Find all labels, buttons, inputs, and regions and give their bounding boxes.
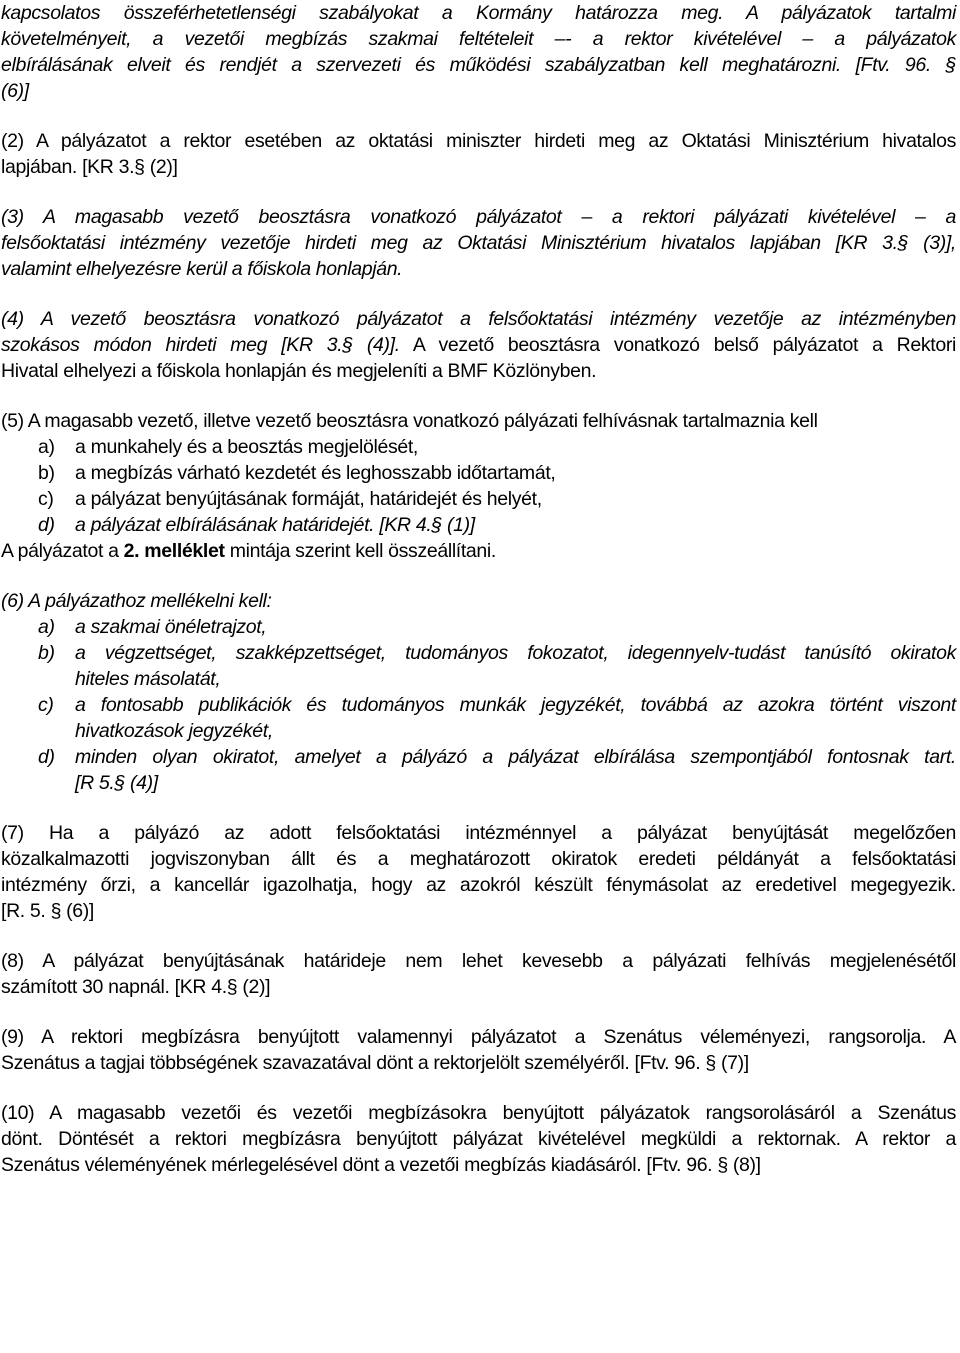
text-line: Szenátus véleményének mérlegelésével dönt a vezetői megbízás kiadásáról. [Ftv. 96. § (8)]	[1, 1154, 761, 1176]
text-segment: szokásos módon hirdeti meg [KR 3.§ (4)].	[1, 334, 400, 356]
list-item-label: c)	[38, 694, 54, 716]
paragraph-6-intro: (6) A pályázathoz mellékelni kell:	[1, 590, 272, 612]
text-line: (4) A vezető beosztásra vonatkozó pályázatot a felsőoktatási intézmény vezetője az intézményben	[1, 308, 956, 330]
text-line: (9) A rektori megbízásra benyújtott valamennyi pályázatot a Szenátus véleményezi, rangsorolja. A	[1, 1026, 956, 1048]
text-line: elbírálásának elveit és rendjét a szervezeti és működési szabályzatban kell meghatározni. [Ftv. 96. §	[1, 54, 956, 76]
text-line: a végzettséget, szakképzettséget, tudományos fokozatot, idegennyelv-tudást tanúsító okiratok	[75, 642, 956, 664]
list-item-text	[75, 614, 956, 640]
list-item-label: d)	[38, 514, 55, 536]
list-item-text: a munkahely és a beosztás megjelölését,	[75, 436, 418, 458]
list-item	[38, 512, 956, 538]
text-line: hiteles másolatát,	[75, 668, 221, 690]
text-line: intézmény őrzi, a kancellár igazolhatja, hogy az azokról készült fénymásolat az eredetivel megegyezik.	[1, 874, 956, 896]
paragraph-5-closing	[1, 538, 956, 564]
paragraph-9	[1, 1024, 956, 1076]
text-segment: A pályázatot a	[1, 540, 124, 562]
text-line: (6)]	[1, 80, 29, 102]
list-item	[38, 434, 956, 460]
paragraph-6	[1, 588, 956, 796]
text-line: (3) A magasabb vezető beosztásra vonatkozó pályázatot – a rektori pályázati kivételével – a	[1, 206, 956, 228]
paragraph-4	[1, 306, 956, 384]
text-line: minden olyan okiratot, amelyet a pályázó a pályázat elbírálása szempontjából fontosnak tart.	[75, 746, 956, 768]
text-line: [R. 5. § (6)]	[1, 900, 94, 922]
text-line: követelményeit, a vezetői megbízás szakmai feltételeit –- a rektor kivételével – a pályázatok	[1, 28, 956, 50]
list-item-text	[75, 692, 956, 744]
paragraph-8	[1, 948, 956, 1000]
list-item-label: b)	[38, 462, 55, 484]
annex-reference: 2. melléklet	[123, 540, 225, 562]
list-item-text	[75, 640, 956, 692]
text-line: dönt. Döntését a rektori megbízásra benyújtott pályázat kivételével megküldi a rektornak. A rektor a	[1, 1128, 956, 1150]
list-item-label: a)	[38, 436, 55, 458]
list-item	[38, 460, 956, 486]
list-item	[38, 614, 956, 640]
paragraph-1	[1, 0, 956, 104]
list-item-label: d)	[38, 746, 55, 768]
paragraph-7	[1, 820, 956, 924]
text-line: a fontosabb publikációk és tudományos munkák jegyzékét, továbbá az azokra történt viszont	[75, 694, 956, 716]
text-line: a szakmai önéletrajzot,	[75, 616, 267, 638]
text-line: hivatkozások jegyzékét,	[75, 720, 273, 742]
list-item-label: a)	[38, 616, 55, 638]
text-line: kapcsolatos összeférhetetlenségi szabályokat a Kormány határozza meg. A pályázatok tartalmi	[1, 2, 956, 24]
paragraph-5-intro: (5) A magasabb vezető, illetve vezető beosztásra vonatkozó pályázati felhívásnak tartalmaznia kell	[1, 410, 818, 432]
text-line: (8) A pályázat benyújtásának határideje nem lehet kevesebb a pályázati felhívás megjelenésétől	[1, 950, 956, 972]
list-item-text	[75, 744, 956, 796]
paragraph-3	[1, 204, 956, 282]
text-line: (2) A pályázatot a rektor esetében az oktatási miniszter hirdeti meg az Oktatási Minisztérium hivatalos	[1, 130, 956, 152]
list-item	[38, 486, 956, 512]
paragraph-2	[1, 128, 956, 180]
text-line: valamint elhelyezésre kerül a főiskola honlapján.	[1, 258, 403, 280]
text-line: lapjában. [KR 3.§ (2)]	[1, 156, 178, 178]
list-item	[38, 640, 956, 692]
text-line: [R 5.§ (4)]	[75, 772, 158, 794]
text-line: (10) A magasabb vezetői és vezetői megbízásokra benyújtott pályázatok rangsorolásáról a Szenátus	[1, 1102, 956, 1124]
list-item-text: a megbízás várható kezdetét és leghosszabb időtartamát,	[75, 462, 556, 484]
paragraph-10	[1, 1100, 956, 1178]
text-line: Szenátus a tagjai többségének szavazatával dönt a rektorjelölt személyéről. [Ftv. 96. § (7)]	[1, 1052, 749, 1074]
text-line: közalkalmazotti jogviszonyban állt és a meghatározott okiratok eredeti példányát a felsőoktatási	[1, 848, 956, 870]
list-item	[38, 744, 956, 796]
text-line: számított 30 napnál. [KR 4.§ (2)]	[1, 976, 271, 998]
list-item-text: a pályázat elbírálásának határidejét. [KR 4.§ (1)]	[75, 514, 475, 536]
text-line	[1, 332, 956, 358]
text-line: felsőoktatási intézmény vezetője hirdeti meg az Oktatási Minisztérium hivatalos lapjában [KR 3.§ (3)],	[1, 232, 956, 254]
list-item	[38, 692, 956, 744]
text-line: (7) Ha a pályázó az adott felsőoktatási intézménnyel a pályázat benyújtását megelőzően	[1, 822, 956, 844]
list-item-label: c)	[38, 488, 54, 510]
paragraph-5	[1, 408, 956, 564]
list-item-label: b)	[38, 642, 55, 664]
list-item-text: a pályázat benyújtásának formáját, határidejét és helyét,	[75, 488, 542, 510]
text-segment: A vezető beosztásra vonatkozó belső pályázatot a Rektori	[399, 334, 956, 356]
text-line: Hivatal elhelyezi a főiskola honlapján és megjeleníti a BMF Közlönyben.	[1, 360, 597, 382]
text-segment: mintája szerint kell összeállítani.	[224, 540, 496, 562]
